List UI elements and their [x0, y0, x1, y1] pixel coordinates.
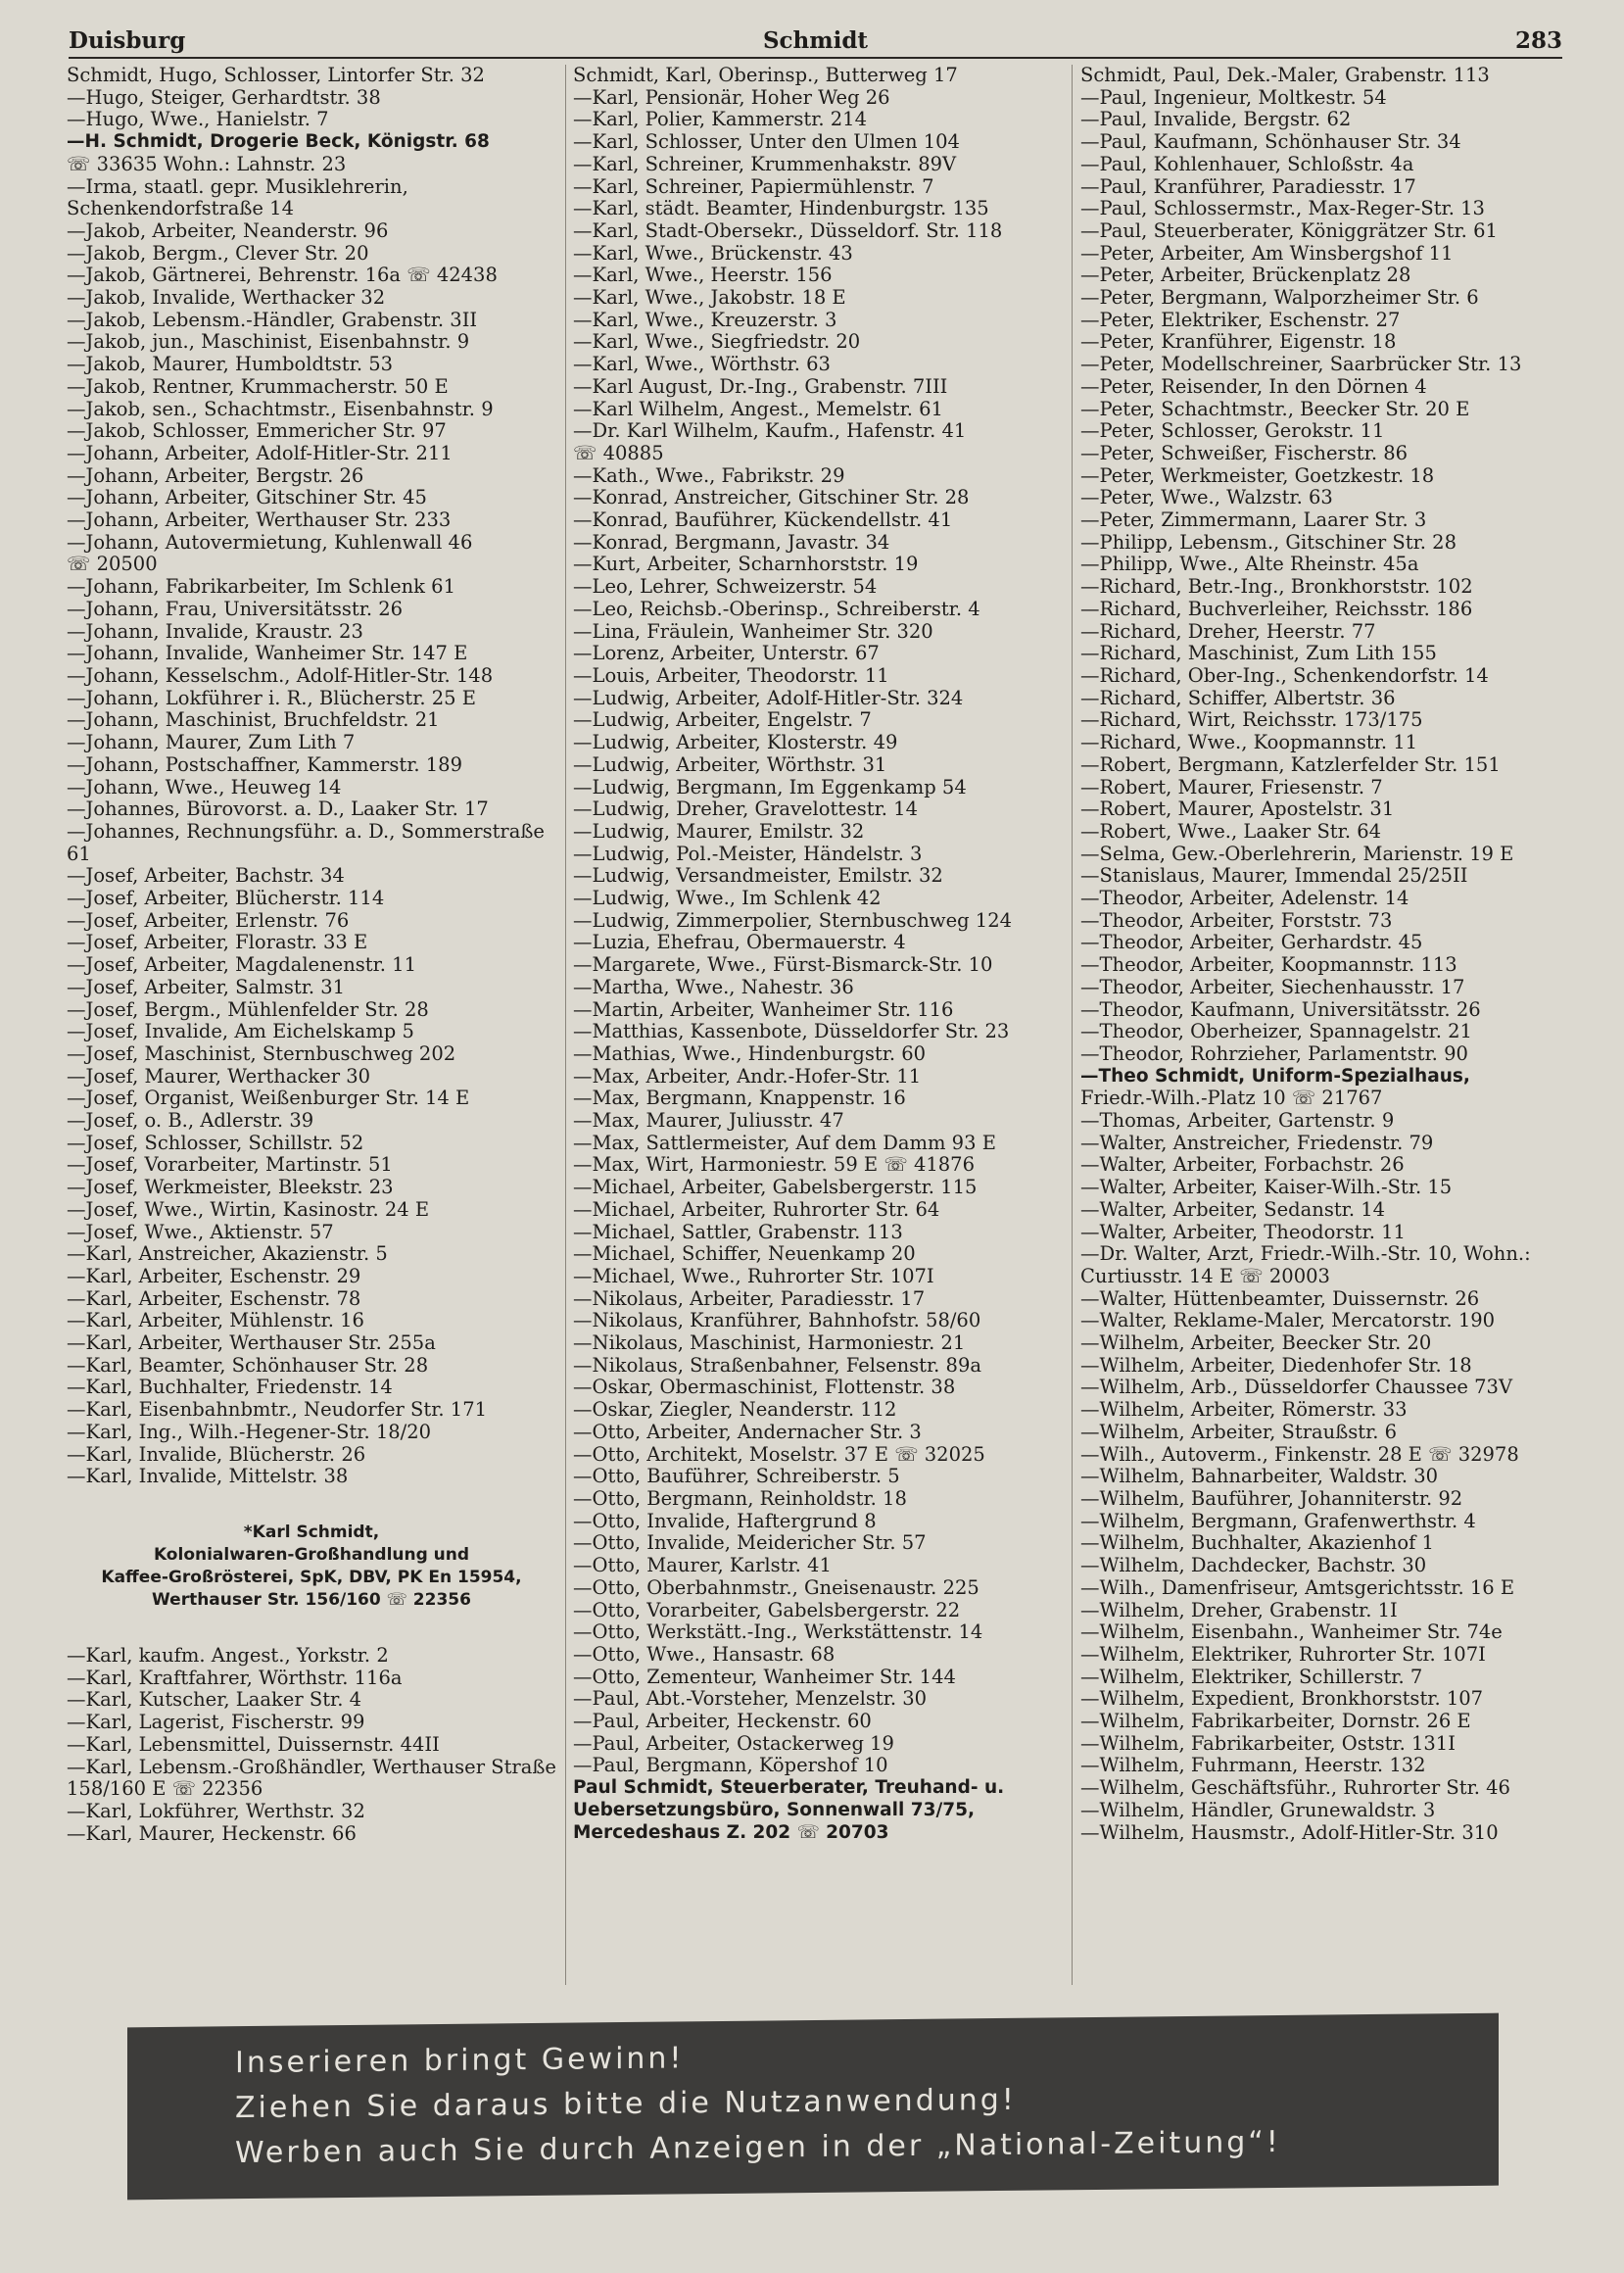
directory-entry: —Otto, Architekt, Moselstr. 37 E ☏ 32025: [573, 1443, 985, 1466]
directory-entry: —Paul, Ingenieur, Moltkestr. 54: [1080, 86, 1387, 109]
directory-entry: —Theodor, Arbeiter, Adelenstr. 14: [1080, 888, 1409, 910]
directory-entry: —Josef, Arbeiter, Salmstr. 31: [67, 976, 346, 998]
directory-entry: —Otto, Bergmann, Reinholdstr. 18: [573, 1488, 907, 1510]
column-1: [67, 65, 556, 2009]
directory-entry: —Johann, Arbeiter, Gitschiner Str. 45: [67, 487, 427, 509]
directory-entry: —Johann, Wwe., Heuweg 14: [67, 776, 342, 798]
directory-entry: —Johann, Frau, Universitätsstr. 26: [67, 598, 404, 620]
column-divider: [565, 65, 566, 1985]
directory-entry: —Walter, Arbeiter, Sedanstr. 14: [1080, 1198, 1386, 1221]
directory-entry: —Ludwig, Pol.-Meister, Händelstr. 3: [573, 843, 923, 865]
directory-entry: —Martin, Arbeiter, Wanheimer Str. 116: [573, 998, 954, 1021]
directory-entry: —Peter, Bergmann, Walporzheimer Str. 6: [1080, 287, 1479, 310]
directory-entry: —Richard, Dreher, Heerstr. 77: [1080, 620, 1376, 643]
directory-entry: —Peter, Arbeiter, Am Winsbergshof 11: [1080, 242, 1454, 265]
directory-entry: —Peter, Arbeiter, Brückenplatz 28: [1080, 265, 1411, 287]
directory-entry: —Wilhelm, Arbeiter, Römerstr. 33: [1080, 1399, 1408, 1422]
directory-entry: —Ludwig, Wwe., Im Schlenk 42: [573, 888, 882, 910]
directory-entry: —Karl, Wwe., Siegfriedstr. 20: [573, 331, 861, 354]
directory-entry: —Max, Sattlermeister, Auf dem Damm 93 E: [573, 1132, 996, 1154]
directory-entry: —Karl, Wwe., Wörthstr. 63: [573, 354, 831, 376]
directory-entry: —Karl, Lebensmittel, Duissernstr. 44II: [67, 1733, 440, 1756]
directory-entry: —Wilhelm, Arb., Düsseldorfer Chaussee 73V: [1080, 1377, 1513, 1399]
directory-entry: —Ludwig, Arbeiter, Engelstr. 7: [573, 709, 872, 732]
directory-entry: —Johann, Arbeiter, Bergstr. 26: [67, 464, 364, 487]
directory-entry: —Robert, Maurer, Friesenstr. 7: [1080, 776, 1383, 798]
directory-entry: —Richard, Maschinist, Zum Lith 155: [1080, 643, 1437, 665]
directory-entry: ☏ 33635 Wohn.: Lahnstr. 23: [67, 153, 347, 175]
directory-entry: —Walter, Arbeiter, Theodorstr. 11: [1080, 1221, 1406, 1243]
directory-entry: —Wilhelm, Eisenbahn., Wanheimer Str. 74e: [1080, 1621, 1503, 1644]
directory-entry: —Dr. Karl Wilhelm, Kaufm., Hafenstr. 41: [573, 420, 967, 443]
directory-entry: —Peter, Schweißer, Fischerstr. 86: [1080, 442, 1409, 464]
directory-entry: —Hugo, Steiger, Gerhardtstr. 38: [67, 86, 381, 109]
directory-entry: —Michael, Sattler, Grabenstr. 113: [573, 1221, 903, 1243]
directory-entry: —Richard, Buchverleiher, Reichsstr. 186: [1080, 598, 1473, 620]
directory-entry: —Konrad, Anstreicher, Gitschiner Str. 28: [573, 487, 970, 509]
directory-entry: —Lorenz, Arbeiter, Unterstr. 67: [573, 643, 880, 665]
directory-entry: —Martha, Wwe., Nahestr. 36: [573, 976, 854, 998]
column-2: [573, 65, 1063, 2009]
directory-entry: —Walter, Reklame-Maler, Mercatorstr. 190: [1080, 1310, 1496, 1332]
directory-entry: —Jakob, Rentner, Krummacherstr. 50 E: [67, 375, 449, 398]
directory-entry: —Josef, Arbeiter, Florastr. 33 E: [67, 932, 368, 954]
directory-entry: —Otto, Maurer, Karlstr. 41: [573, 1555, 832, 1577]
directory-entry: —Peter, Werkmeister, Goetzkestr. 18: [1080, 464, 1435, 487]
directory-entry: —Wilhelm, Elektriker, Schillerstr. 7: [1080, 1666, 1423, 1688]
directory-entry: —Kurt, Arbeiter, Scharnhorststr. 19: [573, 554, 919, 576]
directory-entry: —Walter, Anstreicher, Friedenstr. 79: [1080, 1132, 1434, 1154]
banner-line: Werben auch Sie durch Anzeigen in der „National-Zeitung“!: [235, 2124, 1281, 2171]
directory-entry: —Paul, Arbeiter, Ostackerweg 19: [573, 1732, 894, 1755]
directory-entry: —Wilhelm, Geschäftsführ., Ruhrorter Str. 46: [1080, 1777, 1510, 1800]
directory-entry: —H. Schmidt, Drogerie Beck, Königstr. 68: [67, 131, 490, 153]
directory-entry: —Wilhelm, Hausmstr., Adolf-Hitler-Str. 310: [1080, 1821, 1499, 1844]
directory-entry: —Jakob, Bergm., Clever Str. 20: [67, 242, 369, 265]
directory-entry: —Johannes, Rechnungsführ. a. D., Sommerstraße 61: [67, 820, 545, 865]
directory-entry: —Ludwig, Zimmerpolier, Sternbuschweg 124: [573, 909, 1013, 932]
directory-entry: —Karl, Schreiner, Papiermühlenstr. 7: [573, 175, 934, 198]
directory-entry: —Ludwig, Versandmeister, Emilstr. 32: [573, 865, 943, 888]
directory-entry: —Wilhelm, Dreher, Grabenstr. 1I: [1080, 1599, 1398, 1621]
directory-entry: Paul Schmidt, Steuerberater, Treuhand- u. Uebersetzungsbüro, Sonnenwall 73/75, Mercedeshaus Z. 202 ☏ 20703: [573, 1777, 1005, 1843]
directory-entry: —Johannes, Bürovorst. a. D., Laaker Str. 17: [67, 798, 489, 821]
ad-line: Kolonialwaren-Großhandlung und: [153, 1545, 470, 1565]
directory-entry: —Karl, Kraftfahrer, Wörthstr. 116a: [67, 1667, 403, 1689]
page-number: 283: [1514, 27, 1562, 54]
directory-entry: —Karl, Wwe., Brückenstr. 43: [573, 242, 853, 265]
directory-entry: —Karl, Invalide, Blücherstr. 26: [67, 1443, 366, 1466]
directory-entry: —Jakob, Gärtnerei, Behrenstr. 16a ☏ 42438: [67, 265, 498, 287]
directory-entry: —Nikolaus, Maschinist, Harmoniestr. 21: [573, 1332, 966, 1355]
advertisement-karl-schmidt: [67, 1488, 556, 1645]
directory-entry: Schmidt, Karl, Oberinsp., Butterweg 17: [573, 65, 958, 86]
header-rule: [69, 57, 1562, 59]
directory-entry: —Wilh., Damenfriseur, Amtsgerichtsstr. 16 E: [1080, 1576, 1515, 1599]
directory-entry: —Karl, städt. Beamter, Hindenburgstr. 135: [573, 198, 989, 220]
directory-entry: —Otto, Bauführer, Schreiberstr. 5: [573, 1466, 900, 1488]
directory-entry: —Paul, Bergmann, Köpershof 10: [573, 1755, 888, 1777]
directory-entry: —Otto, Werkstätt.-Ing., Werkstättenstr. 14: [573, 1621, 983, 1644]
directory-entry: —Otto, Oberbahnmstr., Gneisenaustr. 225: [573, 1576, 979, 1599]
directory-entry: —Karl, Stadt-Obersekr., Düsseldorf. Str. 118: [573, 219, 1003, 242]
directory-entry: —Peter, Modellschreiner, Saarbrücker Str. 13: [1080, 354, 1522, 376]
header-surname: Schmidt: [762, 27, 869, 54]
page-header: [69, 27, 1562, 61]
directory-entry: —Johann, Arbeiter, Werthauser Str. 233: [67, 509, 452, 532]
directory-entry: —Karl, Wwe., Heerstr. 156: [573, 265, 833, 287]
directory-entry: —Josef, Arbeiter, Blücherstr. 114: [67, 888, 385, 910]
directory-entry: —Peter, Wwe., Walzstr. 63: [1080, 487, 1333, 509]
ad-line: *Karl Schmidt,: [243, 1523, 380, 1542]
directory-entry: —Theodor, Arbeiter, Forststr. 73: [1080, 909, 1393, 932]
directory-entry: ☏ 20500: [67, 554, 158, 576]
directory-entry: —Karl, Ing., Wilh.-Hegener-Str. 18/20: [67, 1421, 432, 1443]
directory-entry: —Karl, Arbeiter, Mühlenstr. 16: [67, 1310, 364, 1332]
directory-entry: —Otto, Wwe., Hansastr. 68: [573, 1643, 836, 1666]
directory-entry: —Josef, Organist, Weißenburger Str. 14 E: [67, 1088, 470, 1110]
directory-entry: —Richard, Wwe., Koopmannstr. 11: [1080, 732, 1418, 754]
directory-entry: —Peter, Schachtmstr., Beecker Str. 20 E: [1080, 398, 1470, 420]
directory-entry: —Karl, Schlosser, Unter den Ulmen 104: [573, 131, 960, 154]
directory-entry: —Oskar, Ziegler, Neanderstr. 112: [573, 1399, 897, 1422]
directory-entry: —Max, Wirt, Harmoniestr. 59 E ☏ 41876: [573, 1154, 975, 1177]
directory-entry: —Margarete, Wwe., Fürst-Bismarck-Str. 10: [573, 954, 993, 977]
directory-entry: —Theodor, Arbeiter, Siechenhausstr. 17: [1080, 976, 1465, 998]
directory-entry: —Konrad, Bergmann, Javastr. 34: [573, 531, 890, 554]
directory-entry: —Karl, kaufm. Angest., Yorkstr. 2: [67, 1645, 389, 1667]
directory-entry: —Wilhelm, Händler, Grunewaldstr. 3: [1080, 1799, 1436, 1821]
directory-entry: —Walter, Hüttenbeamter, Duissernstr. 26: [1080, 1287, 1480, 1310]
column-divider: [1072, 65, 1073, 1985]
banner-line: Inserieren bringt Gewinn!: [235, 2041, 685, 2081]
directory-entry: —Paul, Kohlenhauer, Schloßstr. 4a: [1080, 153, 1414, 175]
directory-entry: Friedr.-Wilh.-Platz 10 ☏ 21767: [1080, 1088, 1383, 1110]
directory-entry: —Thomas, Arbeiter, Gartenstr. 9: [1080, 1110, 1395, 1133]
directory-entry: —Johann, Maurer, Zum Lith 7: [67, 732, 356, 754]
directory-entry: —Jakob, sen., Schachtmstr., Eisenbahnstr. 9: [67, 398, 494, 420]
directory-entry: —Karl, Lokführer, Werthstr. 32: [67, 1800, 365, 1822]
ad-line: Werthauser Str. 156/160 ☏ 22356: [152, 1590, 471, 1610]
directory-entry: —Karl Wilhelm, Angest., Memelstr. 61: [573, 398, 943, 420]
directory-entry: —Josef, Wwe., Wirtin, Kasinostr. 24 E: [67, 1198, 430, 1221]
directory-entry: Schmidt, Paul, Dek.-Maler, Grabenstr. 113: [1080, 65, 1490, 86]
directory-entry: —Stanislaus, Maurer, Immendal 25/25II: [1080, 865, 1468, 888]
directory-entry: —Peter, Schlosser, Gerokstr. 11: [1080, 420, 1385, 443]
entry-list: [573, 65, 1063, 1844]
directory-entry: —Paul, Arbeiter, Heckenstr. 60: [573, 1711, 872, 1733]
directory-entry: —Richard, Schiffer, Albertstr. 36: [1080, 687, 1396, 709]
directory-entry: —Irma, staatl. gepr. Musiklehrerin, Schenkendorfstraße 14: [67, 175, 408, 220]
directory-entry: —Ludwig, Arbeiter, Adolf-Hitler-Str. 324: [573, 687, 964, 709]
directory-entry: —Ludwig, Arbeiter, Klosterstr. 49: [573, 732, 898, 754]
directory-entry: —Wilhelm, Arbeiter, Beecker Str. 20: [1080, 1332, 1432, 1355]
directory-entry: —Theodor, Arbeiter, Koopmannstr. 113: [1080, 954, 1457, 977]
directory-entry: —Theodor, Kaufmann, Universitätsstr. 26: [1080, 998, 1481, 1021]
directory-entry: —Nikolaus, Arbeiter, Paradiesstr. 17: [573, 1287, 926, 1310]
directory-entry: —Peter, Kranführer, Eigenstr. 18: [1080, 331, 1397, 354]
directory-entry: —Josef, Maurer, Werthacker 30: [67, 1065, 371, 1088]
directory-entry: —Paul, Schlossermstr., Max-Reger-Str. 13: [1080, 198, 1485, 220]
directory-entry: —Otto, Zementeur, Wanheimer Str. 144: [573, 1666, 956, 1688]
directory-entry: —Walter, Arbeiter, Kaiser-Wilh.-Str. 15: [1080, 1177, 1453, 1199]
directory-entry: —Johann, Maschinist, Bruchfeldstr. 21: [67, 709, 440, 732]
directory-entry: —Ludwig, Bergmann, Im Eggenkamp 54: [573, 776, 967, 798]
directory-entry: —Dr. Walter, Arzt, Friedr.-Wilh.-Str. 10, Wohn.: Curtiusstr. 14 E ☏ 20003: [1080, 1243, 1531, 1287]
directory-entry: —Wilhelm, Buchhalter, Akazienhof 1: [1080, 1532, 1434, 1555]
directory-entry: —Robert, Wwe., Laaker Str. 64: [1080, 820, 1382, 843]
directory-entry: —Mathias, Wwe., Hindenburgstr. 60: [573, 1042, 927, 1065]
directory-entry: —Josef, Schlosser, Schillstr. 52: [67, 1132, 364, 1154]
directory-entry: —Karl, Arbeiter, Eschenstr. 29: [67, 1265, 361, 1287]
header-city: Duisburg: [69, 27, 186, 54]
directory-entry: —Karl, Lebensm.-Großhändler, Werthauser Straße 158/160 E ☏ 22356: [67, 1756, 556, 1801]
column-3: [1080, 65, 1570, 2009]
directory-entry: —Karl, Lagerist, Fischerstr. 99: [67, 1712, 365, 1734]
entry-list: [1080, 65, 1570, 1844]
directory-entry: —Josef, Invalide, Am Eichelskamp 5: [67, 1021, 414, 1043]
directory-entry: —Wilhelm, Bergmann, Grafenwerthstr. 4: [1080, 1510, 1476, 1532]
directory-entry: —Leo, Reichsb.-Oberinsp., Schreiberstr. 4: [573, 598, 980, 620]
directory-entry: —Ludwig, Dreher, Gravelottestr. 14: [573, 798, 918, 821]
directory-entry: —Wilhelm, Bauführer, Johanniterstr. 92: [1080, 1488, 1463, 1510]
directory-entry: —Karl, Maurer, Heckenstr. 66: [67, 1822, 357, 1845]
directory-entry: —Johann, Postschaffner, Kammerstr. 189: [67, 753, 462, 776]
directory-entry: ☏ 40885: [573, 442, 664, 464]
directory-entry: —Oskar, Obermaschinist, Flottenstr. 38: [573, 1377, 956, 1399]
directory-entry: —Michael, Arbeiter, Ruhrorter Str. 64: [573, 1198, 940, 1221]
directory-entry: —Wilhelm, Fuhrmann, Heerstr. 132: [1080, 1755, 1426, 1777]
directory-entry: —Wilhelm, Arbeiter, Straußstr. 6: [1080, 1421, 1398, 1443]
directory-entry: —Richard, Ober-Ing., Schenkendorfstr. 14: [1080, 664, 1489, 687]
ad-line: Kaffee-Großrösterei, SpK, DBV, PK En 15954,: [101, 1568, 522, 1587]
entry-list: [67, 1645, 556, 1845]
directory-entry: —Michael, Schiffer, Neuenkamp 20: [573, 1243, 916, 1266]
directory-entry: —Lina, Fräulein, Wanheimer Str. 320: [573, 620, 933, 643]
directory-entry: Schmidt, Hugo, Schlosser, Lintorfer Str. 32: [67, 65, 485, 86]
directory-entry: —Karl, Kutscher, Laaker Str. 4: [67, 1689, 362, 1712]
directory-entry: —Max, Bergmann, Knappenstr. 16: [573, 1088, 906, 1110]
directory-entry: —Theodor, Arbeiter, Gerhardstr. 45: [1080, 932, 1423, 954]
directory-entry: —Jakob, Schlosser, Emmericher Str. 97: [67, 420, 447, 443]
directory-entry: —Peter, Reisender, In den Dörnen 4: [1080, 375, 1427, 398]
directory-entry: —Josef, Wwe., Aktienstr. 57: [67, 1221, 334, 1243]
directory-entry: —Paul, Steuerberater, Königgrätzer Str. 61: [1080, 219, 1498, 242]
directory-entry: —Theo Schmidt, Uniform-Spezialhaus,: [1080, 1065, 1470, 1087]
directory-entry: —Michael, Wwe., Ruhrorter Str. 107I: [573, 1265, 934, 1287]
directory-entry: —Ludwig, Maurer, Emilstr. 32: [573, 820, 865, 843]
directory-entry: —Peter, Zimmermann, Laarer Str. 3: [1080, 509, 1427, 532]
directory-entry: —Theodor, Oberheizer, Spannagelstr. 21: [1080, 1021, 1472, 1043]
directory-entry: —Josef, Arbeiter, Magdalenenstr. 11: [67, 954, 416, 977]
directory-entry: —Selma, Gew.-Oberlehrerin, Marienstr. 19 E: [1080, 843, 1514, 865]
directory-entry: —Johann, Autovermietung, Kuhlenwall 46: [67, 531, 473, 554]
directory-entry: —Wilhelm, Dachdecker, Bachstr. 30: [1080, 1555, 1427, 1577]
directory-entry: —Otto, Arbeiter, Andernacher Str. 3: [573, 1421, 922, 1443]
directory-entry: —Luzia, Ehefrau, Obermauerstr. 4: [573, 932, 906, 954]
directory-entry: —Karl, Pensionär, Hoher Weg 26: [573, 86, 890, 109]
directory-entry: —Johann, Arbeiter, Adolf-Hitler-Str. 211: [67, 442, 453, 464]
directory-entry: —Konrad, Bauführer, Kückendellstr. 41: [573, 509, 953, 532]
directory-entry: —Jakob, Maurer, Humboldtstr. 53: [67, 354, 394, 376]
directory-entry: —Nikolaus, Straßenbahner, Felsenstr. 89a: [573, 1354, 981, 1377]
entry-list: [67, 65, 556, 1488]
directory-entry: —Josef, Bergm., Mühlenfelder Str. 28: [67, 998, 429, 1021]
directory-entry: —Otto, Invalide, Haftergrund 8: [573, 1510, 877, 1532]
directory-entry: —Richard, Wirt, Reichsstr. 173/175: [1080, 709, 1423, 732]
directory-entry: —Otto, Vorarbeiter, Gabelsbergerstr. 22: [573, 1599, 961, 1621]
directory-entry: —Robert, Maurer, Apostelstr. 31: [1080, 798, 1395, 821]
directory-entry: —Leo, Lehrer, Schweizerstr. 54: [573, 576, 878, 599]
directory-entry: —Karl, Arbeiter, Werthauser Str. 255a: [67, 1332, 436, 1355]
directory-entry: —Johann, Fabrikarbeiter, Im Schlenk 61: [67, 576, 455, 599]
directory-entry: —Wilhelm, Elektriker, Ruhrorter Str. 107I: [1080, 1643, 1486, 1666]
directory-entry: —Paul, Invalide, Bergstr. 62: [1080, 109, 1352, 131]
directory-entry: —Paul, Abt.-Vorsteher, Menzelstr. 30: [573, 1688, 928, 1711]
directory-entry: —Hugo, Wwe., Hanielstr. 7: [67, 109, 329, 131]
directory-entry: —Josef, Arbeiter, Erlenstr. 76: [67, 909, 350, 932]
directory-entry: —Michael, Arbeiter, Gabelsbergerstr. 115: [573, 1177, 978, 1199]
directory-entry: —Max, Arbeiter, Andr.-Hofer-Str. 11: [573, 1065, 922, 1088]
directory-entry: —Karl, Polier, Kammerstr. 214: [573, 109, 867, 131]
directory-entry: —Johann, Invalide, Wanheimer Str. 147 E: [67, 643, 468, 665]
directory-entry: —Karl August, Dr.-Ing., Grabenstr. 7III: [573, 375, 948, 398]
directory-entry: —Theodor, Rohrzieher, Parlamentstr. 90: [1080, 1042, 1468, 1065]
directory-entry: —Karl, Wwe., Kreuzerstr. 3: [573, 309, 837, 331]
directory-entry: —Jakob, Arbeiter, Neanderstr. 96: [67, 219, 389, 242]
directory-entry: —Karl, Buchhalter, Friedenstr. 14: [67, 1377, 393, 1399]
directory-entry: —Wilh., Autoverm., Finkenstr. 28 E ☏ 32978: [1080, 1443, 1519, 1466]
directory-entry: —Josef, Vorarbeiter, Martinstr. 51: [67, 1154, 393, 1177]
directory-entry: —Karl, Anstreicher, Akazienstr. 5: [67, 1243, 388, 1266]
directory-entry: —Johann, Lokführer i. R., Blücherstr. 25 E: [67, 687, 477, 709]
directory-entry: —Jakob, Lebensm.-Händler, Grabenstr. 3II: [67, 309, 478, 331]
directory-entry: —Max, Maurer, Juliusstr. 47: [573, 1110, 844, 1133]
directory-entry: —Wilhelm, Fabrikarbeiter, Dornstr. 26 E: [1080, 1711, 1471, 1733]
directory-entry: —Karl, Invalide, Mittelstr. 38: [67, 1466, 349, 1488]
national-zeitung-banner: [127, 2013, 1499, 2200]
directory-entry: —Josef, Arbeiter, Bachstr. 34: [67, 865, 345, 888]
directory-entry: —Philipp, Lebensm., Gitschiner Str. 28: [1080, 531, 1457, 554]
directory-entry: —Richard, Betr.-Ing., Bronkhorststr. 102: [1080, 576, 1473, 599]
directory-entry: —Karl, Schreiner, Krummenhakstr. 89V: [573, 153, 957, 175]
directory-entry: —Nikolaus, Kranführer, Bahnhofstr. 58/60: [573, 1310, 981, 1332]
directory-entry: —Otto, Invalide, Meidericher Str. 57: [573, 1532, 927, 1555]
directory-entry: —Josef, Werkmeister, Bleekstr. 23: [67, 1177, 394, 1199]
directory-entry: —Paul, Kranführer, Paradiesstr. 17: [1080, 175, 1416, 198]
directory-entry: —Jakob, jun., Maschinist, Eisenbahnstr. 9: [67, 331, 470, 354]
directory-entry: —Jakob, Invalide, Werthacker 32: [67, 287, 386, 310]
directory-entry: —Peter, Elektriker, Eschenstr. 27: [1080, 309, 1401, 331]
directory-entry: —Wilhelm, Expedient, Bronkhorststr. 107: [1080, 1688, 1484, 1711]
directory-entry: —Karl, Eisenbahnbmtr., Neudorfer Str. 171: [67, 1399, 488, 1422]
directory-entry: —Walter, Arbeiter, Forbachstr. 26: [1080, 1154, 1405, 1177]
directory-entry: —Josef, Maschinist, Sternbuschweg 202: [67, 1042, 456, 1065]
banner-line: Ziehen Sie daraus bitte die Nutzanwendung!: [235, 2082, 1017, 2126]
directory-entry: —Paul, Kaufmann, Schönhauser Str. 34: [1080, 131, 1461, 154]
directory-entry: —Josef, o. B., Adlerstr. 39: [67, 1110, 314, 1133]
directory-entry: —Johann, Kesselschm., Adolf-Hitler-Str. 148: [67, 664, 494, 687]
directory-entry: —Robert, Bergmann, Katzlerfelder Str. 151: [1080, 753, 1501, 776]
directory-entry: —Johann, Invalide, Kraustr. 23: [67, 620, 363, 643]
directory-entry: —Ludwig, Arbeiter, Wörthstr. 31: [573, 753, 887, 776]
directory-entry: —Wilhelm, Bahnarbeiter, Waldstr. 30: [1080, 1466, 1439, 1488]
directory-entry: —Kath., Wwe., Fabrikstr. 29: [573, 464, 845, 487]
directory-entry: —Louis, Arbeiter, Theodorstr. 11: [573, 664, 889, 687]
directory-entry: —Karl, Wwe., Jakobstr. 18 E: [573, 287, 846, 310]
directory-entry: —Karl, Beamter, Schönhauser Str. 28: [67, 1354, 429, 1377]
directory-entry: —Philipp, Wwe., Alte Rheinstr. 45a: [1080, 554, 1419, 576]
directory-entry: —Matthias, Kassenbote, Düsseldorfer Str. 23: [573, 1021, 1010, 1043]
directory-entry: —Wilhelm, Arbeiter, Diedenhofer Str. 18: [1080, 1354, 1472, 1377]
directory-entry: —Karl, Arbeiter, Eschenstr. 78: [67, 1287, 361, 1310]
directory-entry: —Wilhelm, Fabrikarbeiter, Oststr. 131I: [1080, 1732, 1456, 1755]
